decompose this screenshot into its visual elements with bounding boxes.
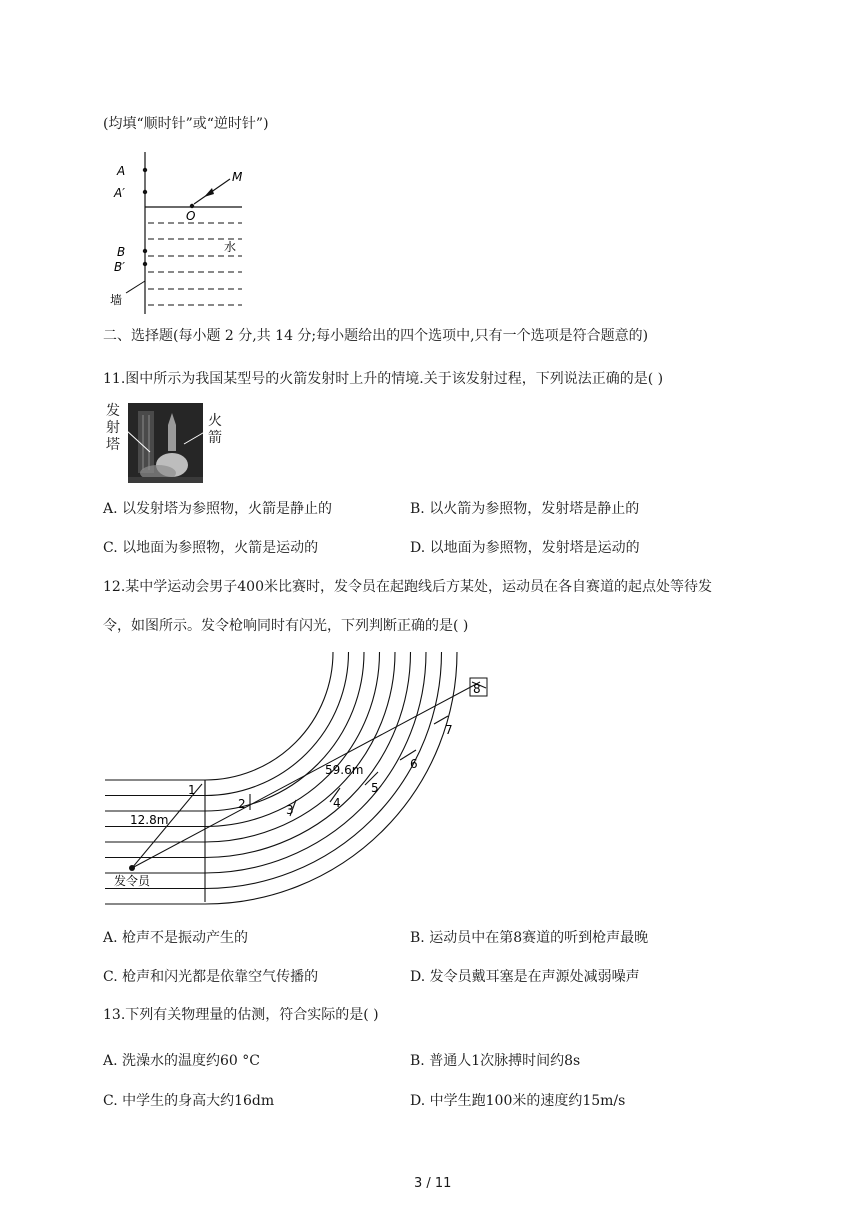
q12-option-c[interactable]: C. 枪声和闪光都是依靠空气传播的	[103, 969, 319, 985]
q12-option-b[interactable]: B. 运动员中在第8赛道的听到枪声最晚	[410, 930, 649, 946]
lane-line	[105, 652, 442, 889]
q13-option-a[interactable]: A. 洗澡水的温度约60 °C	[103, 1053, 260, 1069]
label-B: B	[117, 245, 126, 259]
lane-4: 4	[333, 796, 341, 810]
page-number: 3 / 11	[414, 1176, 452, 1191]
q13-option-b[interactable]: B. 普通人1次脉搏时间约8s	[410, 1053, 581, 1069]
q13-stem: 13.下列有关物理量的估测，符合实际的是( )	[103, 1007, 379, 1023]
lane-line	[105, 652, 457, 904]
label-B-prime: B′	[114, 260, 125, 274]
lane-2: 2	[238, 797, 246, 811]
q13-option-c[interactable]: C. 中学生的身高大约16dm	[103, 1093, 275, 1109]
lane-7: 7	[445, 723, 453, 737]
q13-option-d[interactable]: D. 中学生跑100米的速度约15m/s	[410, 1093, 626, 1109]
lane-8: 8	[473, 682, 481, 696]
q12-stem-line2: 令，如图所示。发令枪响同时有闪光，下列判断正确的是( )	[103, 618, 469, 634]
q12-stem-line1: 12.某中学运动会男子400米比赛时，发令员在起跑线后方某处，运动员在各自赛道的起点处等待发	[103, 579, 712, 595]
figure-running-track	[100, 650, 500, 905]
q11-option-d[interactable]: D. 以地面为参照物，发射塔是运动的	[410, 540, 640, 556]
label-wall: 墙	[110, 293, 123, 307]
label-water: 水	[224, 240, 237, 254]
q12-option-d[interactable]: D. 发令员戴耳塞是在声源处减弱噪声	[410, 969, 640, 985]
section-title: 二、选择题(每小题 2 分,共 14 分;每小题给出的四个选项中,只有一个选项是符合题意的)	[103, 328, 649, 344]
lane-5: 5	[371, 781, 379, 795]
label-A: A	[117, 164, 126, 178]
lane-1: 1	[188, 783, 196, 797]
q11-option-a[interactable]: A. 以发射塔为参照物，火箭是静止的	[103, 501, 333, 517]
q11-stem: 11.图中所示为我国某型号的火箭发射时上升的情境.关于该发射过程，下列说法正确的是( )	[103, 371, 664, 387]
starter-label: 发令员	[114, 874, 151, 888]
figure-wall-water	[100, 148, 260, 318]
label-M: M	[232, 170, 243, 184]
fill-instruction: (均填“顺时针”或“逆时针”)	[103, 116, 269, 132]
label-A-prime: A′	[114, 186, 125, 200]
distance-short: 12.8m	[130, 813, 169, 827]
lane-line	[105, 652, 349, 796]
q12-option-a[interactable]: A. 枪声不是振动产生的	[103, 930, 249, 946]
distance-long: 59.6m	[325, 763, 364, 777]
label-O: O	[186, 209, 196, 223]
label-rocket: 火 箭	[208, 413, 222, 446]
label-launch-tower: 发 射 塔	[106, 403, 120, 453]
lane-6: 6	[410, 757, 418, 771]
lane-3: 3	[286, 803, 294, 817]
q11-option-c[interactable]: C. 以地面为参照物，火箭是运动的	[103, 540, 319, 556]
q11-option-b[interactable]: B. 以火箭为参照物，发射塔是静止的	[410, 501, 640, 517]
